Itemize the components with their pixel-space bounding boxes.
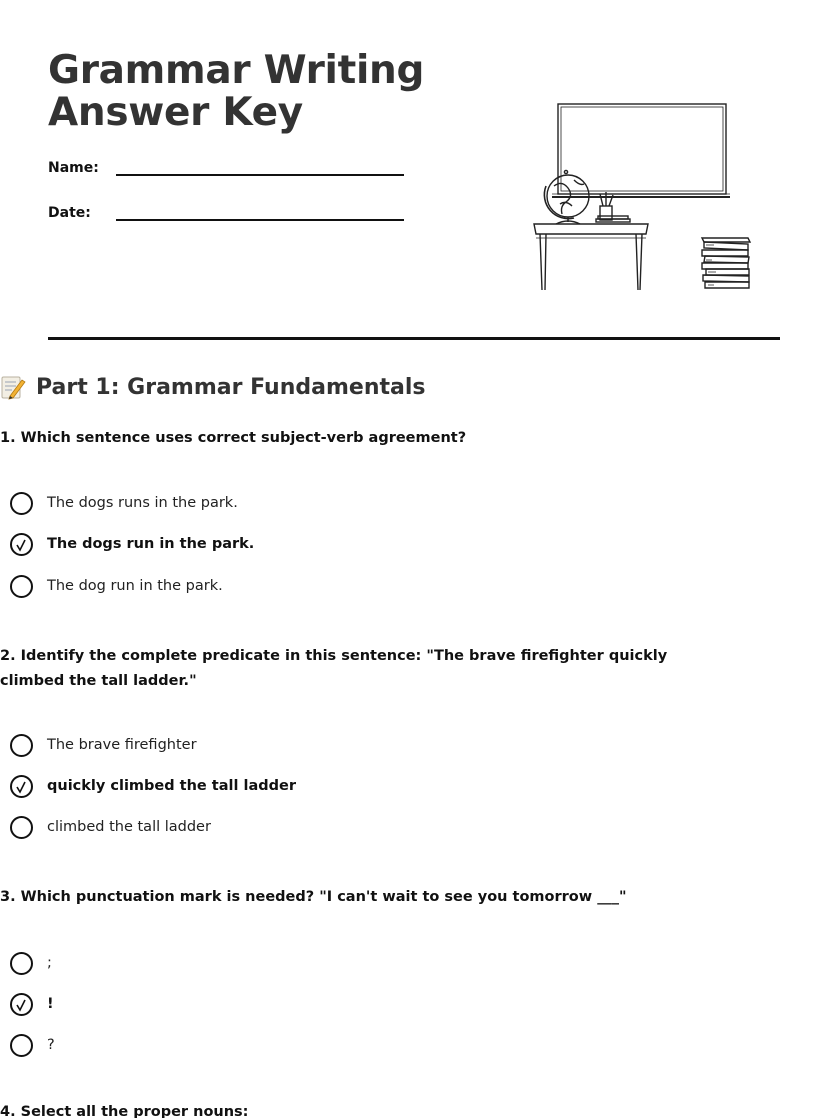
checkmark-icon [12, 995, 31, 1014]
question-3-option-3[interactable] [10, 1033, 55, 1057]
radio-button[interactable] [10, 816, 33, 839]
question-1-option-1[interactable] [10, 491, 238, 515]
classroom-illustration [530, 100, 762, 296]
question-2-option-3[interactable] [10, 815, 211, 839]
section-title-text: Part 1: Grammar Fundamentals [36, 374, 426, 400]
name-underline[interactable] [116, 174, 404, 176]
question-1-text: 1. Which sentence uses correct subject-verb agreement? [0, 430, 467, 446]
option-label: quickly climbed the tall ladder [47, 778, 297, 794]
option-label: The dog run in the park. [47, 578, 223, 594]
radio-button-checked[interactable] [10, 775, 33, 798]
date-label: Date: [48, 205, 91, 221]
checkmark-icon [12, 777, 31, 796]
radio-button[interactable] [10, 1034, 33, 1057]
radio-button[interactable] [10, 734, 33, 757]
option-label: ; [47, 955, 52, 971]
checkmark-icon [12, 535, 31, 554]
option-label: climbed the tall ladder [47, 819, 211, 835]
radio-button[interactable] [10, 575, 33, 598]
book-stack-icon [702, 238, 750, 288]
name-field[interactable] [48, 160, 99, 176]
desk-icon [534, 224, 648, 290]
question-3-option-2[interactable] [10, 992, 54, 1016]
option-label: ? [47, 1037, 55, 1053]
option-label: ! [47, 996, 54, 1012]
question-3-option-1[interactable] [10, 951, 52, 975]
option-label: The dogs runs in the park. [47, 495, 238, 511]
section-title [0, 374, 425, 400]
question-3-text: 3. Which punctuation mark is needed? "I can't wait to see you tomorrow ___" [0, 889, 627, 905]
radio-button-checked[interactable] [10, 533, 33, 556]
question-2-option-2[interactable] [10, 774, 296, 798]
header-divider [48, 337, 780, 340]
option-label: The brave firefighter [47, 737, 197, 753]
question-1-option-3[interactable] [10, 574, 223, 598]
question-2-text: 2. Identify the complete predicate in this sentence: "The brave firefighter quickly climbed the tall ladder." [0, 648, 668, 689]
date-underline[interactable] [116, 219, 404, 221]
memo-pencil-icon [0, 374, 26, 400]
title-line-1: Grammar Writing [48, 48, 425, 93]
title-line-2: Answer Key [48, 90, 303, 135]
radio-button[interactable] [10, 492, 33, 515]
date-field[interactable] [48, 205, 91, 221]
option-label: The dogs run in the park. [47, 536, 255, 552]
question-2-option-1[interactable] [10, 733, 197, 757]
question-1-option-2[interactable] [10, 532, 254, 556]
page-title [48, 50, 424, 134]
worksheet-header [48, 0, 780, 340]
radio-button-checked[interactable] [10, 993, 33, 1016]
radio-button[interactable] [10, 952, 33, 975]
name-label: Name: [48, 160, 99, 176]
question-4-text: 4. Select all the proper nouns: [0, 1104, 249, 1118]
